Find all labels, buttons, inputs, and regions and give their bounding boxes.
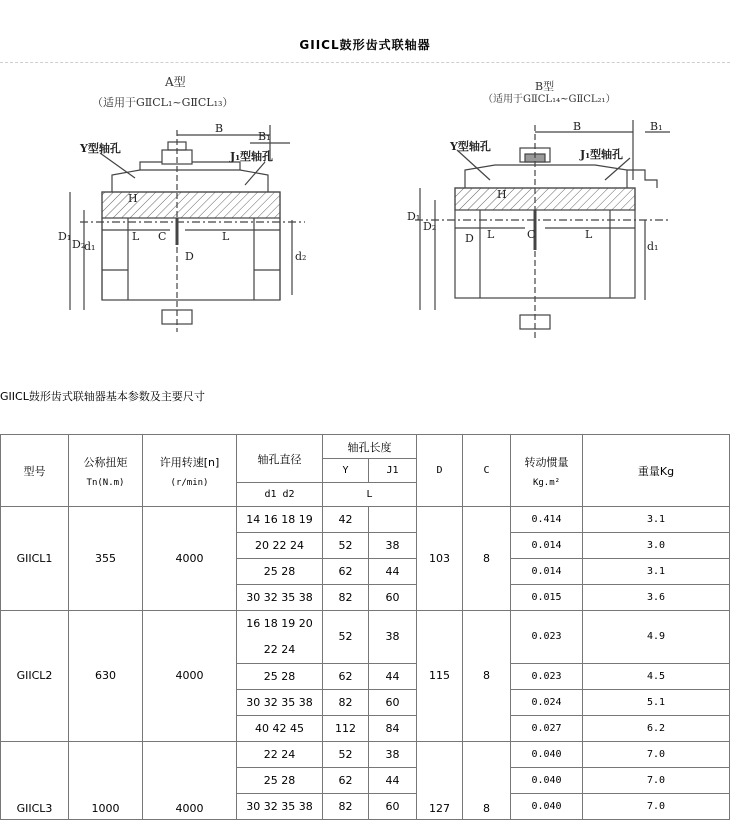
header-bore: 轴孔直径 [237, 435, 323, 483]
cell-j1: 38 [369, 742, 417, 768]
label-d: D [185, 250, 194, 263]
header-y: Y [323, 459, 369, 483]
label-l-right-b: L [585, 228, 593, 241]
cell-bore: 20 22 24 [237, 533, 323, 559]
cell-j1: 60 [369, 690, 417, 716]
header-torque: 公称扭矩 Tn(N.m) [69, 435, 143, 507]
cell-bore: 25 28 [237, 559, 323, 585]
cell-y: 52 [323, 742, 369, 768]
header-bore-sub: d1 d2 [237, 483, 323, 507]
cell-inertia: 0.040 [511, 794, 583, 820]
cell-j1: 38 [369, 533, 417, 559]
label-d1-small: d₁ [84, 240, 96, 253]
label-d1-b: D₁ [407, 210, 421, 223]
header-inertia: 转动惯量 Kg.m² [511, 435, 583, 507]
cell-j1: 38 [369, 611, 417, 664]
label-d2-b: D₂ [423, 220, 437, 233]
cell-j1: 44 [369, 768, 417, 794]
cell-torque: 1000 [69, 742, 143, 820]
cell-bore: 22 24 [237, 742, 323, 768]
cell-y: 82 [323, 585, 369, 611]
label-b1-b: B₁ [650, 120, 663, 133]
header-c: C [463, 435, 511, 507]
cell-inertia: 0.015 [511, 585, 583, 611]
cell-inertia: 0.014 [511, 559, 583, 585]
label-d-b: D [465, 232, 474, 245]
header-speed: 许用转速[n] (r/min) [143, 435, 237, 507]
label-l-right: L [222, 230, 230, 243]
cell-y: 52 [323, 611, 369, 664]
cell-weight: 7.0 [583, 742, 730, 768]
cell-inertia: 0.040 [511, 768, 583, 794]
page-title: GIICL鼓形齿式联轴器 [299, 38, 431, 52]
drawing-a-range: （适用于GⅡCL₁~GⅡCL₁₃） [92, 96, 234, 109]
cell-weight: 4.5 [583, 664, 730, 690]
cell-weight: 6.2 [583, 716, 730, 742]
label-d2: D₂ [72, 238, 86, 251]
label-j1-bore: J₁型轴孔 [230, 150, 274, 163]
table-row [1, 611, 730, 664]
cell-weight: 7.0 [583, 768, 730, 794]
cell-inertia: 0.027 [511, 716, 583, 742]
cell-weight: 3.1 [583, 559, 730, 585]
drawing-b-range: （适用于GⅡCL₁₄~GⅡCL₂₁） [483, 94, 616, 105]
cell-d: 115 [417, 611, 463, 742]
cell-bore: 25 28 [237, 664, 323, 690]
label-y-bore: Y型轴孔 [80, 142, 121, 155]
drawing-type-a [40, 70, 340, 345]
label-d1-small-b: d₁ [647, 240, 659, 253]
label-b1: B₁ [258, 130, 271, 143]
cell-inertia: 0.023 [511, 611, 583, 664]
table-caption: GIICL鼓形齿式联轴器基本参数及主要尺寸 [0, 390, 205, 403]
drawing-type-b [395, 70, 695, 345]
cell-weight: 3.0 [583, 533, 730, 559]
label-y-bore-b: Y型轴孔 [450, 140, 491, 153]
cell-y: 62 [323, 768, 369, 794]
cell-weight: 4.9 [583, 611, 730, 664]
cell-model: GIICL3 [1, 742, 69, 820]
cell-y: 62 [323, 559, 369, 585]
label-b-b: B [573, 120, 582, 133]
cell-inertia: 0.023 [511, 664, 583, 690]
label-h-b: H [497, 188, 507, 201]
cell-weight: 7.0 [583, 794, 730, 820]
header-j1: J1 [369, 459, 417, 483]
cell-model: GIICL1 [1, 507, 69, 611]
label-j1-bore-b: J₁型轴孔 [580, 148, 624, 161]
cell-j1: 60 [369, 585, 417, 611]
header-model: 型号 [1, 435, 69, 507]
cell-c: 8 [463, 742, 511, 820]
header-d: D [417, 435, 463, 507]
label-d2-small: d₂ [295, 250, 307, 263]
cell-d: 127 [417, 742, 463, 820]
cell-weight: 3.1 [583, 507, 730, 533]
label-c-b: C [527, 228, 536, 241]
cell-bore: 25 28 [237, 768, 323, 794]
cell-y: 42 [323, 507, 369, 533]
header-l: L [323, 483, 417, 507]
cell-y: 82 [323, 794, 369, 820]
cell-j1 [369, 507, 417, 533]
cell-y: 112 [323, 716, 369, 742]
cell-weight: 3.6 [583, 585, 730, 611]
header-length: 轴孔长度 [323, 435, 417, 459]
cell-bore: 40 42 45 [237, 716, 323, 742]
cell-c: 8 [463, 611, 511, 742]
cell-inertia: 0.014 [511, 533, 583, 559]
label-b: B [215, 122, 224, 135]
cell-bore: 30 32 35 38 [237, 794, 323, 820]
table-row [1, 507, 730, 533]
cell-speed: 4000 [143, 507, 237, 611]
label-c: C [158, 230, 167, 243]
cell-j1: 60 [369, 794, 417, 820]
cell-torque: 355 [69, 507, 143, 611]
cell-bore: 14 16 18 19 [237, 507, 323, 533]
header-weight: 重量Kg [583, 435, 730, 507]
title-divider [0, 62, 730, 63]
cell-bore: 30 32 35 38 [237, 585, 323, 611]
cell-bore: 16 18 19 20 22 24 [237, 611, 323, 664]
cell-model: GIICL2 [1, 611, 69, 742]
label-d1: D₁ [58, 230, 72, 243]
drawing-b-type: B型 [535, 80, 555, 93]
cell-inertia: 0.024 [511, 690, 583, 716]
cell-c: 8 [463, 507, 511, 611]
cell-d: 103 [417, 507, 463, 611]
label-l-left: L [132, 230, 140, 243]
cell-j1: 84 [369, 716, 417, 742]
cell-speed: 4000 [143, 611, 237, 742]
cell-y: 52 [323, 533, 369, 559]
label-l-left-b: L [487, 228, 495, 241]
cell-inertia: 0.040 [511, 742, 583, 768]
cell-j1: 44 [369, 664, 417, 690]
cell-speed: 4000 [143, 742, 237, 820]
drawing-a-type: A型 [165, 75, 186, 89]
cell-bore: 30 32 35 38 [237, 690, 323, 716]
cell-weight: 5.1 [583, 690, 730, 716]
cell-y: 82 [323, 690, 369, 716]
cell-y: 62 [323, 664, 369, 690]
cell-torque: 630 [69, 611, 143, 742]
cell-j1: 44 [369, 559, 417, 585]
spec-table [0, 434, 730, 820]
label-h: H [128, 192, 138, 205]
table-row [1, 742, 730, 768]
cell-inertia: 0.414 [511, 507, 583, 533]
